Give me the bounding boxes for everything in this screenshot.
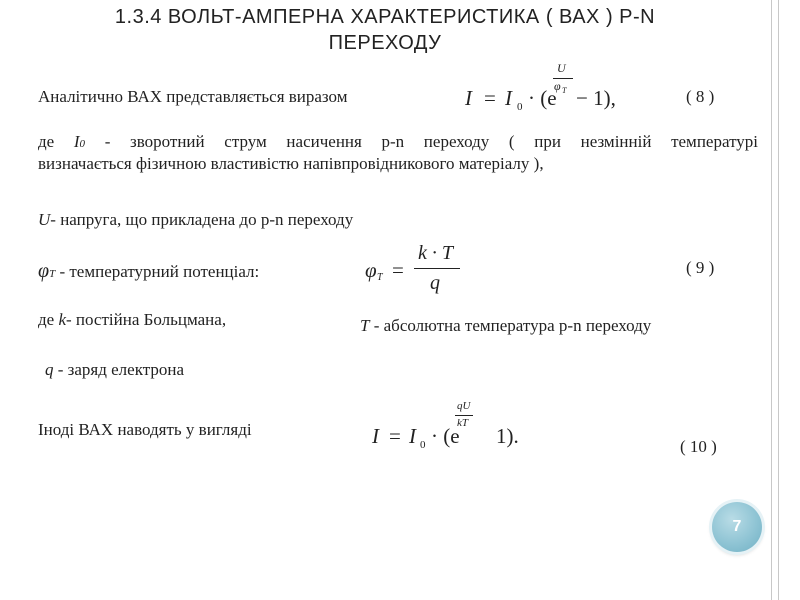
u-text: - напруга, що прикладена до p-n переходу — [50, 210, 354, 229]
i0-sub: 0 — [79, 138, 86, 150]
q-line — [45, 360, 184, 380]
k-prefix: де — [38, 310, 55, 329]
phi-sub: T — [49, 268, 56, 280]
eq8-lhs: I — [465, 86, 472, 110]
eq8-dot-open: · (e — [528, 86, 557, 110]
q-symbol: q — [45, 360, 54, 379]
right-edge-line — [771, 0, 772, 600]
eq9-number: ( 9 ) — [686, 258, 715, 277]
u-line — [38, 210, 353, 230]
eq10-lhs: I — [372, 424, 379, 448]
eq8-tail: − 1), — [576, 86, 616, 110]
where-line2: визначається фізичною властивістю напівпровідникового матеріалу ), — [38, 154, 544, 173]
where-i0-line1 — [38, 131, 758, 155]
eq10-i0-sub: 0 — [420, 439, 426, 451]
slide-title-line2: ПЕРЕХОДУ — [328, 32, 442, 54]
k-text: - постійна Больцмана, — [66, 310, 227, 329]
q-text: - заряд електрона — [57, 360, 185, 379]
eq10-equals: = — [389, 424, 401, 448]
sometimes-text: Іноді ВАХ наводять у вигляді — [38, 420, 252, 439]
eq8-number: ( 8 ) — [686, 87, 715, 106]
t-line — [360, 316, 651, 336]
eq10-exp-fraction-line — [455, 415, 473, 416]
eq10-i0: I — [409, 424, 416, 448]
where-rest-line1: - зворотний струм насичення p-n переходу ( при незмінній температурі — [104, 132, 758, 151]
eq8-equals: = — [484, 86, 496, 110]
eq10-dot-open: · (e — [431, 424, 460, 448]
eq10-exp-num: qU — [457, 400, 471, 412]
eq8-exp-num: U — [557, 61, 566, 75]
phi-text: - температурний потенціал: — [59, 262, 260, 281]
eq8-exp-den-sub: T — [562, 86, 567, 95]
eq9-fraction-line — [414, 268, 460, 269]
where-prefix: де — [38, 132, 55, 151]
eq9-lhs-sub: T — [377, 272, 383, 283]
k-line — [38, 310, 226, 330]
slide-title-line1: 1.3.4 ВОЛЬТ-АМПЕРНА ХАРАКТЕРИСТИКА ( ВАХ ) P-N — [114, 6, 656, 28]
i0-symbol: I — [73, 132, 80, 151]
eq9-denominator: q — [430, 272, 440, 294]
right-edge-line — [778, 0, 779, 600]
eq9-lhs: φ — [365, 258, 377, 282]
eq10-exp-den: kT — [457, 417, 468, 429]
phi-symbol: φ — [38, 260, 50, 282]
eq10-tail: 1). — [496, 424, 519, 448]
t-text: - абсолютна температура p-n переходу — [373, 316, 652, 335]
analytic-text: Аналітично ВАХ представляється виразом — [38, 87, 348, 106]
page-number-badge: 7 — [712, 502, 762, 552]
phi-line — [38, 260, 259, 283]
eq8-exp-den: φ — [554, 79, 561, 93]
eq10-number: ( 10 ) — [680, 437, 717, 456]
eq9-equals: = — [392, 258, 404, 282]
eq8-i0: I — [505, 86, 512, 110]
eq8-i0-sub: 0 — [517, 101, 523, 113]
k-symbol: k — [58, 310, 66, 329]
eq9-numerator: k · T — [418, 242, 453, 264]
u-symbol: U — [38, 210, 51, 229]
t-symbol: T — [360, 316, 370, 335]
